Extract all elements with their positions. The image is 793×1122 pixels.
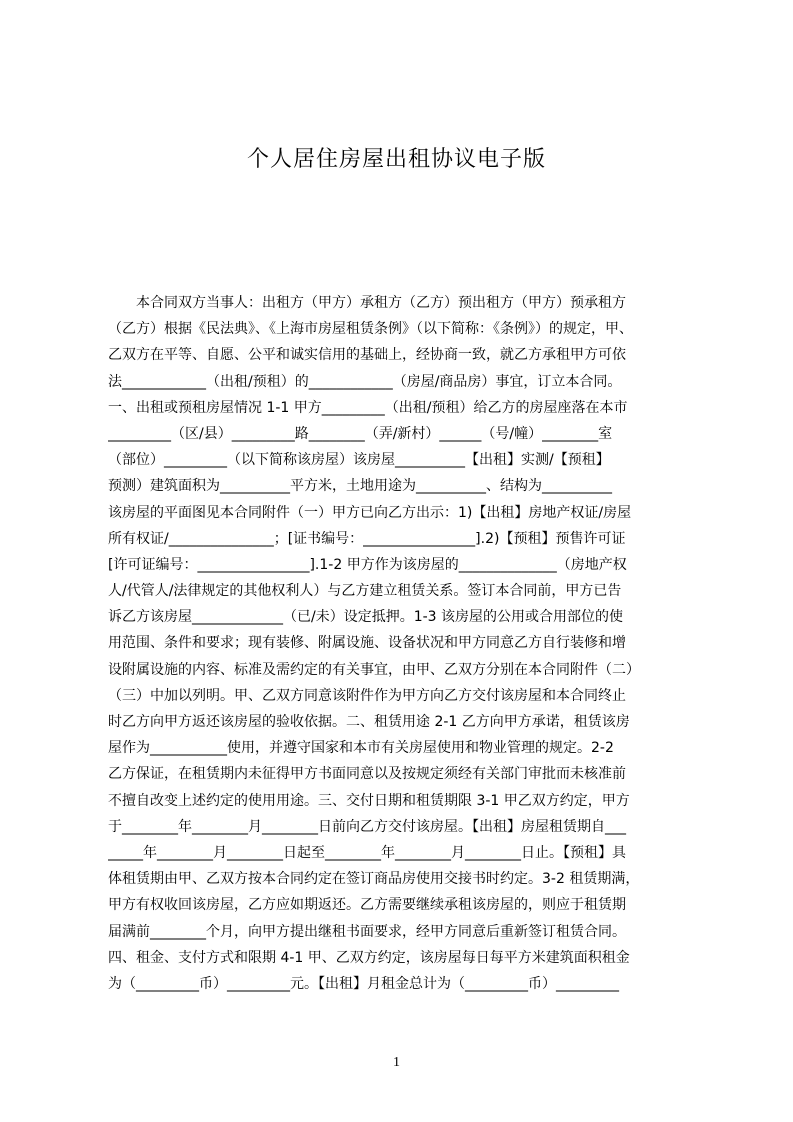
body-line: 该房屋的平面图见本合同附件（一）甲方已向乙方出示：1)【出租】房地产权证/房屋 (108, 504, 632, 521)
body-line: 时乙方向甲方返还该房屋的验收依据。二、租赁用途 2-1 乙方向甲方承诺，租赁该房 (108, 714, 630, 730)
body-line: 本合同双方当事人：出租方（甲方）承租方（乙方）预出租方（甲方）预承租方 (136, 295, 626, 311)
body-line: 法____________（出租/预租）的____________（房屋/商品房）事宜，订立本合同。 (108, 373, 622, 390)
body-line: （乙方）根据《民法典》、《上海市房屋租赁条例》（以下简称：《条例》）的规定，甲、 (108, 321, 633, 338)
body-line: 用范围、条件和要求；现有装修、附属设施、设备状况和甲方同意乙方自行装修和增 (108, 635, 626, 652)
body-line: 体租赁期由甲、乙双方按本合同约定在签订商品房使用交接书时约定。3-2 租赁期满， (108, 871, 640, 888)
body-line: _________（区/县）_________路________（弄/新村）______（号/幢）________室 (108, 425, 613, 442)
body-line: （三）中加以列明。甲、乙双方同意该附件作为甲方向乙方交付该房屋和本合同终止 (108, 687, 626, 704)
page-number: 1 (393, 1055, 400, 1070)
body-line: 甲方有权收回该房屋，乙方应如期返还。乙方需要继续承租该房屋的，则应于租赁期 (108, 897, 626, 914)
body-line: 诉乙方该房屋_____________（已/未）设定抵押。1-3 该房屋的公用或合用部位的使 (108, 609, 624, 626)
body-line: 于________年________月________日前向乙方交付该房屋。【出租】房屋租赁期自___ (108, 818, 626, 835)
body-line: 设附属设施的内容、标准及需约定的有关事宜，由甲、乙双方分别在本合同附件（二） (108, 661, 640, 678)
body-line: 所有权证/_______________；[证书编号：________________].2)【预租】预售许可证 (108, 530, 626, 547)
body-line: _____年________月________日起至________年________月________日止。【预租】具 (108, 844, 626, 861)
document-body (108, 290, 698, 997)
body-line: 四、租金、支付方式和限期 4-1 甲、乙双方约定，该房屋每日每平方米建筑面积租金 (108, 949, 630, 966)
body-line: 届满前________个月，向甲方提出继租书面要求，经甲方同意后重新签订租赁合同。 (108, 923, 626, 940)
body-line: 屋作为___________使用，并遵守国家和本市有关房屋使用和物业管理的规定。2-2 (108, 740, 614, 757)
body-line: 乙双方在平等、自愿、公平和诚实信用的基础上，经协商一致，就乙方承租甲方可依 (108, 347, 626, 364)
body-line: 一、出租或预租房屋情况 1-1 甲方_________（出租/预租）给乙方的房屋座落在本市 (108, 399, 628, 416)
body-line: （部位）_________（以下简称该房屋）该房屋__________【出租】实测/【预租】 (108, 452, 610, 469)
body-line: 不擅自改变上述约定的使用用途。三、交付日期和租赁期限 3-1 甲乙双方约定，甲方 (108, 792, 630, 809)
body-line: [许可证编号：________________].1-2 甲方作为该房屋的______________（房地产权 (108, 556, 627, 573)
document-title: 个人居住房屋出租协议电子版 (246, 147, 546, 172)
body-line: 为（_________币）_________元。【出租】月租金总计为（_________币）_________ (108, 975, 619, 992)
body-line: 预测）建筑面积为__________平方米，土地用途为__________、结构为__________ (108, 478, 612, 495)
body-line: 乙方保证，在租赁期内未征得甲方书面同意以及按规定须经有关部门审批而未核准前 (108, 766, 626, 783)
body-line: 人/代管人/法律规定的其他权利人）与乙方建立租赁关系。签订本合同前，甲方已告 (108, 583, 622, 600)
